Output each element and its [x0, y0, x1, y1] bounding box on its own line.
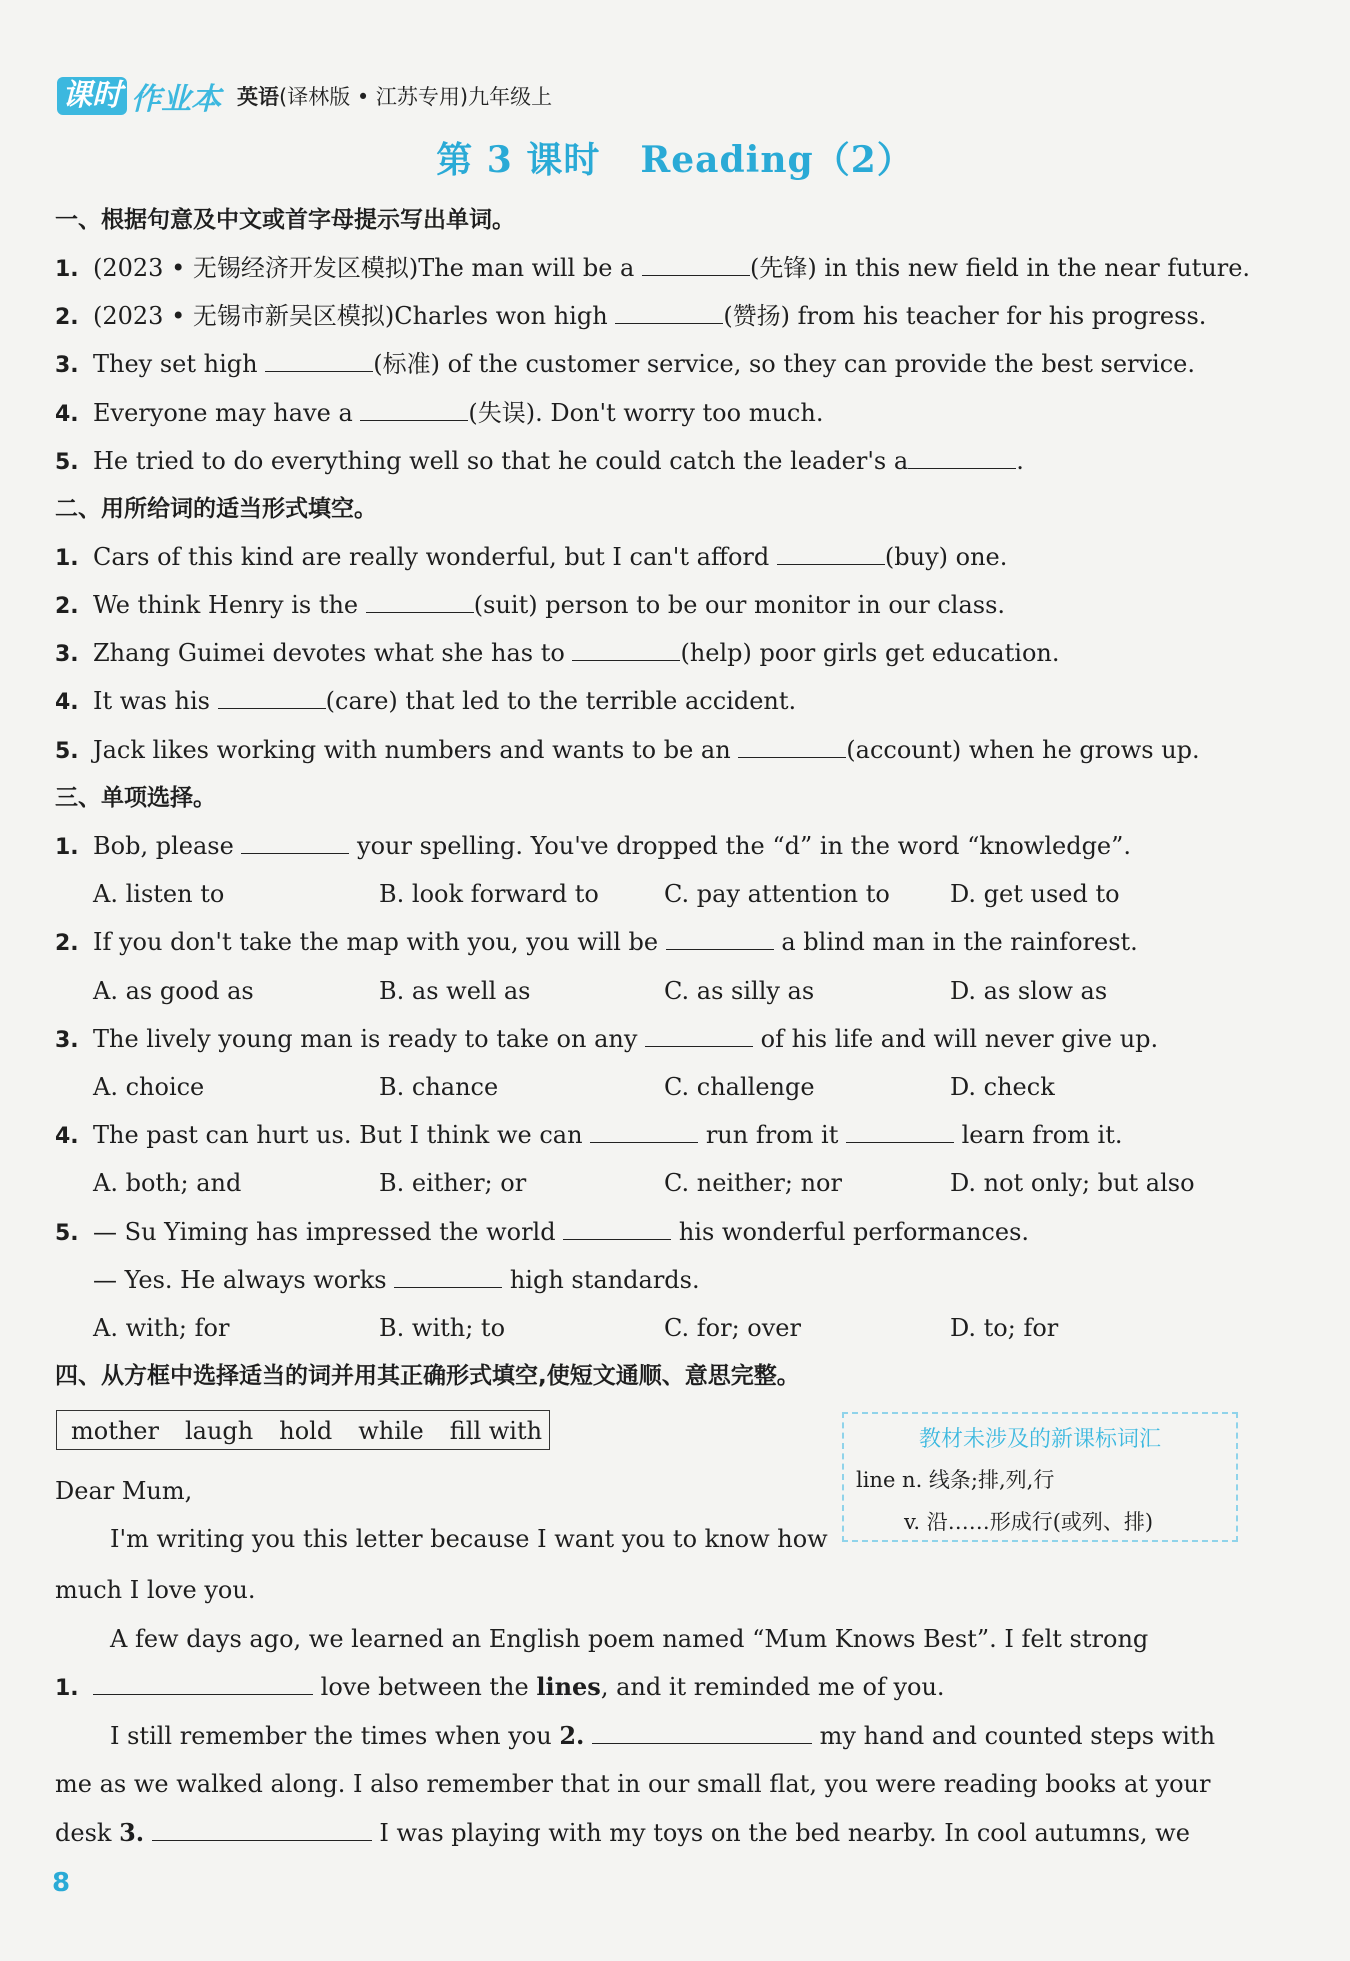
s3-q4-option-c[interactable]: C. neither; nor [664, 1169, 842, 1197]
section4-heading: 四、从方框中选择适当的词并用其正确形式填空,使短文通顺、意思完整。 [55, 1363, 800, 1389]
answer-blank-1[interactable] [93, 1672, 313, 1695]
letter-p3-line2: me as we walked along. I also remember that in our small flat, you were reading books at your [55, 1770, 1211, 1798]
s3-q3: 3. The lively young man is ready to take on any of his life and will never give up. [55, 1025, 1159, 1053]
s1-item-4: 4. Everyone may have a (失误). Don't worry too much. [55, 399, 824, 427]
vocab-note-title: 教材未涉及的新课标词汇 [918, 1427, 1161, 1452]
vocab-note-box [842, 1412, 1238, 1542]
s1-item-5: 5. He tried to do everything well so that he could catch the leader's a . [55, 447, 1024, 475]
logo-text: 作业本 [131, 82, 221, 117]
s1-item-1: 1. (2023 • 无锡经济开发区模拟)The man will be a (先锋) in this new field in the near future. [55, 254, 1251, 282]
answer-blank[interactable] [642, 253, 750, 276]
s1-item-2: 2. (2023 • 无锡市新吴区模拟)Charles won high (赞扬) from his teacher for his progress. [55, 302, 1207, 330]
s1-item-3: 3. They set high (标准) of the customer service, so they can provide the best service. [55, 350, 1196, 378]
letter-p2-line1: A few days ago, we learned an English poem named “Mum Knows Best”. I felt strong [110, 1625, 1149, 1653]
answer-blank[interactable] [563, 1217, 671, 1240]
answer-blank[interactable] [241, 831, 349, 854]
s3-q1-option-a[interactable]: A. listen to [93, 880, 225, 908]
letter-p2-line2: 1. love between the lines, and it reminded me of you. [55, 1672, 945, 1701]
answer-blank[interactable] [645, 1024, 753, 1047]
answer-blank[interactable] [777, 542, 885, 565]
answer-blank[interactable] [738, 735, 846, 758]
s3-q1-option-c[interactable]: C. pay attention to [664, 880, 890, 908]
letter-p3-line1: I still remember the times when you 2. my hand and counted steps with [110, 1721, 1216, 1750]
letter-p3-line3: desk 3. I was playing with my toys on the bed nearby. In cool autumns, we [55, 1818, 1190, 1847]
s2-item-3: 3. Zhang Guimei devotes what she has to (help) poor girls get education. [55, 639, 1060, 667]
answer-blank-3[interactable] [152, 1818, 372, 1841]
answer-blank[interactable] [666, 927, 774, 950]
s3-q4-option-a[interactable]: A. both; and [93, 1169, 242, 1197]
s3-q5: 5. — Su Yiming has impressed the world his wonderful performances. [55, 1218, 1030, 1246]
s3-q2-option-b[interactable]: B. as well as [379, 977, 531, 1005]
subject-label: 英语(译林版 • 江苏专用)九年级上 [237, 85, 553, 109]
vocab-line-1: line n. 线条;排,列,行 [856, 1468, 1055, 1492]
s3-q2-option-a[interactable]: A. as good as [93, 977, 254, 1005]
answer-blank[interactable] [265, 349, 373, 372]
word-bank-item: mother [71, 1417, 159, 1445]
answer-blank[interactable] [394, 1265, 502, 1288]
s3-q3-option-a[interactable]: A. choice [93, 1073, 205, 1101]
s3-q3-option-c[interactable]: C. challenge [664, 1073, 815, 1101]
s3-q1: 1. Bob, please your spelling. You've dropped the “d” in the word “knowledge”. [55, 832, 1132, 860]
answer-blank[interactable] [590, 1120, 698, 1143]
s2-item-5: 5. Jack likes working with numbers and wants to be an (account) when he grows up. [55, 736, 1200, 764]
answer-blank[interactable] [615, 301, 723, 324]
word-bank-item: fill with [449, 1417, 543, 1445]
page-title: 第 3 课时 Reading（2） [436, 139, 914, 181]
s3-q2-option-c[interactable]: C. as silly as [664, 977, 815, 1005]
word-bank-item: while [358, 1417, 424, 1445]
s3-q4: 4. The past can hurt us. But I think we can run from it learn from it. [55, 1121, 1123, 1149]
answer-blank-2[interactable] [592, 1721, 812, 1744]
s3-q4-option-d[interactable]: D. not only; but also [950, 1169, 1195, 1197]
answer-blank[interactable] [908, 446, 1016, 469]
s3-q5-option-b[interactable]: B. with; to [379, 1314, 506, 1342]
s3-q5-reply: — Yes. He always works high standards. [93, 1266, 700, 1294]
word-bank-item: hold [279, 1417, 333, 1445]
letter-p1-line1: I'm writing you this letter because I want you to know how [110, 1525, 828, 1553]
header [57, 76, 552, 116]
word-bank-item: laugh [184, 1417, 254, 1445]
s3-q1-option-d[interactable]: D. get used to [950, 880, 1120, 908]
s3-q5-option-a[interactable]: A. with; for [93, 1314, 230, 1342]
s2-item-4: 4. It was his (care) that led to the terrible accident. [55, 687, 797, 715]
vocab-line-2: v. 沿……形成行(或列、排) [904, 1510, 1154, 1534]
section1-heading: 一、根据句意及中文或首字母提示写出单词。 [55, 207, 515, 233]
answer-blank[interactable] [218, 686, 326, 709]
s3-q4-option-b[interactable]: B. either; or [379, 1169, 527, 1197]
answer-blank[interactable] [572, 638, 680, 661]
s3-q1-option-b[interactable]: B. look forward to [379, 880, 599, 908]
s3-q5-option-c[interactable]: C. for; over [664, 1314, 801, 1342]
s2-item-2: 2. We think Henry is the (suit) person to be our monitor in our class. [55, 591, 1006, 619]
section3-heading: 三、单项选择。 [55, 785, 216, 811]
s3-q5-option-d[interactable]: D. to; for [950, 1314, 1059, 1342]
answer-blank[interactable] [366, 590, 474, 613]
s3-q3-option-b[interactable]: B. chance [379, 1073, 499, 1101]
letter-p1-line2: much I love you. [55, 1576, 256, 1604]
s3-q2-option-d[interactable]: D. as slow as [950, 977, 1108, 1005]
page-number: 8 [52, 1868, 71, 1898]
answer-blank[interactable] [846, 1120, 954, 1143]
s2-item-1: 1. Cars of this kind are really wonderful, but I can't afford (buy) one. [55, 543, 1008, 571]
section2-heading: 二、用所给词的适当形式填空。 [55, 496, 377, 522]
s3-q2: 2. If you don't take the map with you, you will be a blind man in the rainforest. [55, 928, 1138, 956]
word-bank [56, 1410, 550, 1450]
s3-q3-option-d[interactable]: D. check [950, 1073, 1055, 1101]
logo-badge: 课时 [57, 77, 127, 115]
letter-greeting: Dear Mum, [55, 1477, 193, 1505]
answer-blank[interactable] [360, 398, 468, 421]
